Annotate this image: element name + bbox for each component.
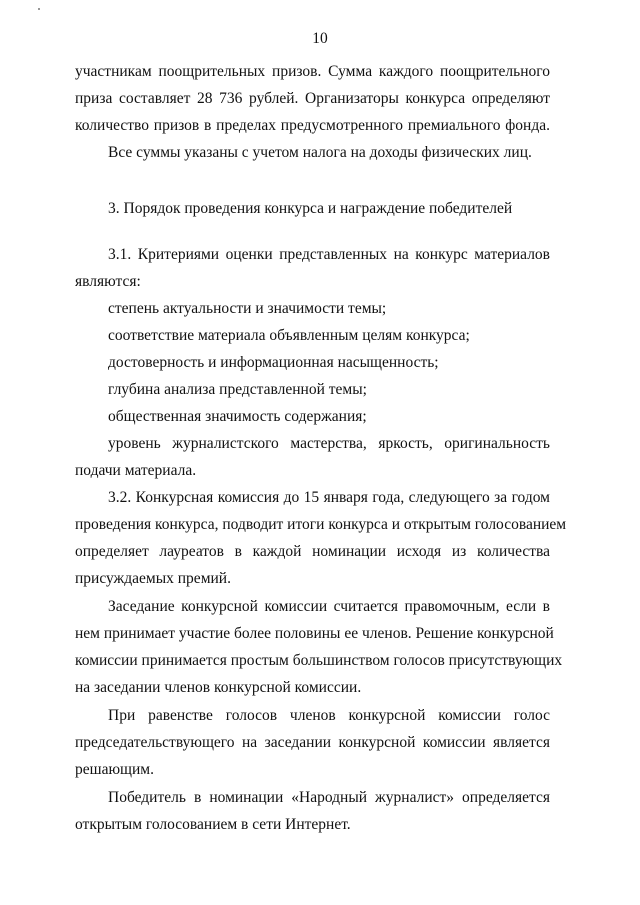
list-item: достоверность и информационная насыщенность;	[108, 354, 439, 371]
text-line: 3.1. Критериями оценки представленных на конкурс материалов	[108, 246, 550, 263]
text-line: являются:	[75, 273, 141, 290]
text-line: открытым голосованием в сети Интернет.	[75, 816, 351, 833]
list-item: соответствие материала объявленным целям конкурса;	[108, 327, 470, 344]
text-line: Заседание конкурсной комиссии считается правомочным, если в	[108, 598, 550, 615]
text-line: При равенстве голосов членов конкурсной комиссии голос	[108, 707, 550, 724]
text-line: на заседании членов конкурсной комиссии.	[75, 679, 362, 696]
text-line: комиссии принимается простым большинством голосов присутствующих	[75, 652, 563, 669]
list-item: уровень журналистского мастерства, яркость, оригинальность	[108, 435, 550, 452]
text-line: решающим.	[75, 761, 154, 778]
list-item: глубина анализа представленной темы;	[108, 381, 367, 398]
section-heading: 3. Порядок проведения конкурса и награждение победителей	[108, 200, 513, 217]
text-line: приза составляет 28 736 рублей. Организаторы конкурса определяют	[75, 90, 550, 107]
page-number: 10	[312, 30, 328, 47]
list-item: общественная значимость содержания;	[108, 408, 367, 425]
text-line: проведения конкурса, подводит итоги конкурса и открытым голосованием	[75, 516, 567, 533]
text-line: присуждаемых премий.	[75, 570, 231, 587]
text-line: участникам поощрительных призов. Сумма каждого поощрительного	[75, 63, 550, 80]
text-line: подачи материала.	[75, 462, 197, 479]
text-line: Все суммы указаны с учетом налога на доходы физических лиц.	[108, 144, 532, 161]
text-line: определяет лауреатов в каждой номинации исходя из количества	[75, 543, 550, 560]
text-line: Победитель в номинации «Народный журналист» определяется	[108, 789, 550, 806]
text-line: 3.2. Конкурсная комиссия до 15 января года, следующего за годом	[108, 489, 550, 506]
text-line: нем принимает участие более половины ее членов. Решение конкурсной	[75, 625, 554, 642]
text-line: количество призов в пределах предусмотренного премиального фонда.	[75, 117, 550, 134]
text-line: председательствующего на заседании конкурсной комиссии является	[75, 734, 550, 751]
scan-speck	[38, 8, 40, 10]
list-item: степень актуальности и значимости темы;	[108, 300, 387, 317]
